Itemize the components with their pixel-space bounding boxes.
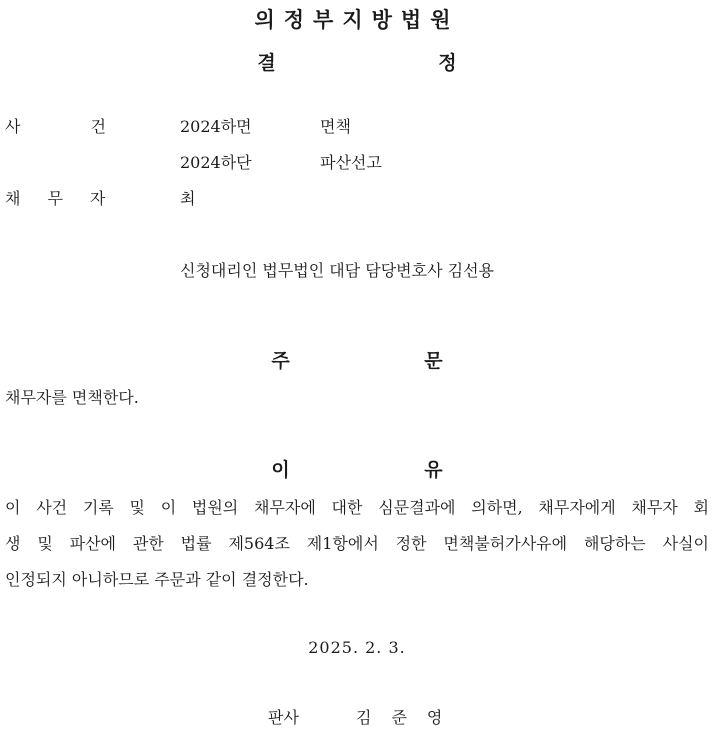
debtor-label: 채무자 [5, 189, 133, 208]
decision-date: 2025. 2. 3. [308, 638, 406, 657]
case-name: 파산선고 [320, 153, 382, 172]
case-label: 사건 [5, 117, 176, 136]
document-title: 결 정 [257, 52, 535, 74]
order-heading: 주 문 [271, 350, 507, 372]
reason-text [5, 490, 709, 598]
court-name: 의정부지방법원 [254, 8, 460, 32]
judge-title: 판사 [268, 708, 299, 727]
reason-line: 인정되지 아니하므로 주문과 같이 결정한다. [5, 570, 309, 589]
case-number: 2024하단 [180, 153, 252, 172]
debtor-name: 최 [180, 189, 196, 208]
reason-heading: 이 유 [271, 459, 507, 481]
case-number: 2024하면 [180, 117, 252, 136]
case-name: 면책 [320, 117, 351, 136]
judge-name: 김준영 [356, 708, 463, 727]
applicant-agent: 신청대리인 법무법인 대담 담당변호사 김선용 [180, 261, 495, 280]
order-text: 채무자를 면책한다. [5, 388, 139, 407]
reason-line: 이 사건 기록 및 이 법원의 채무자에 대한 심문결과에 의하면, 채무자에게 채무자 회 [5, 498, 709, 517]
reason-line: 생 및 파산에 관한 법률 제564조 제1항에서 정한 면책불허가사유에 해당하는 사실이 [5, 534, 709, 553]
